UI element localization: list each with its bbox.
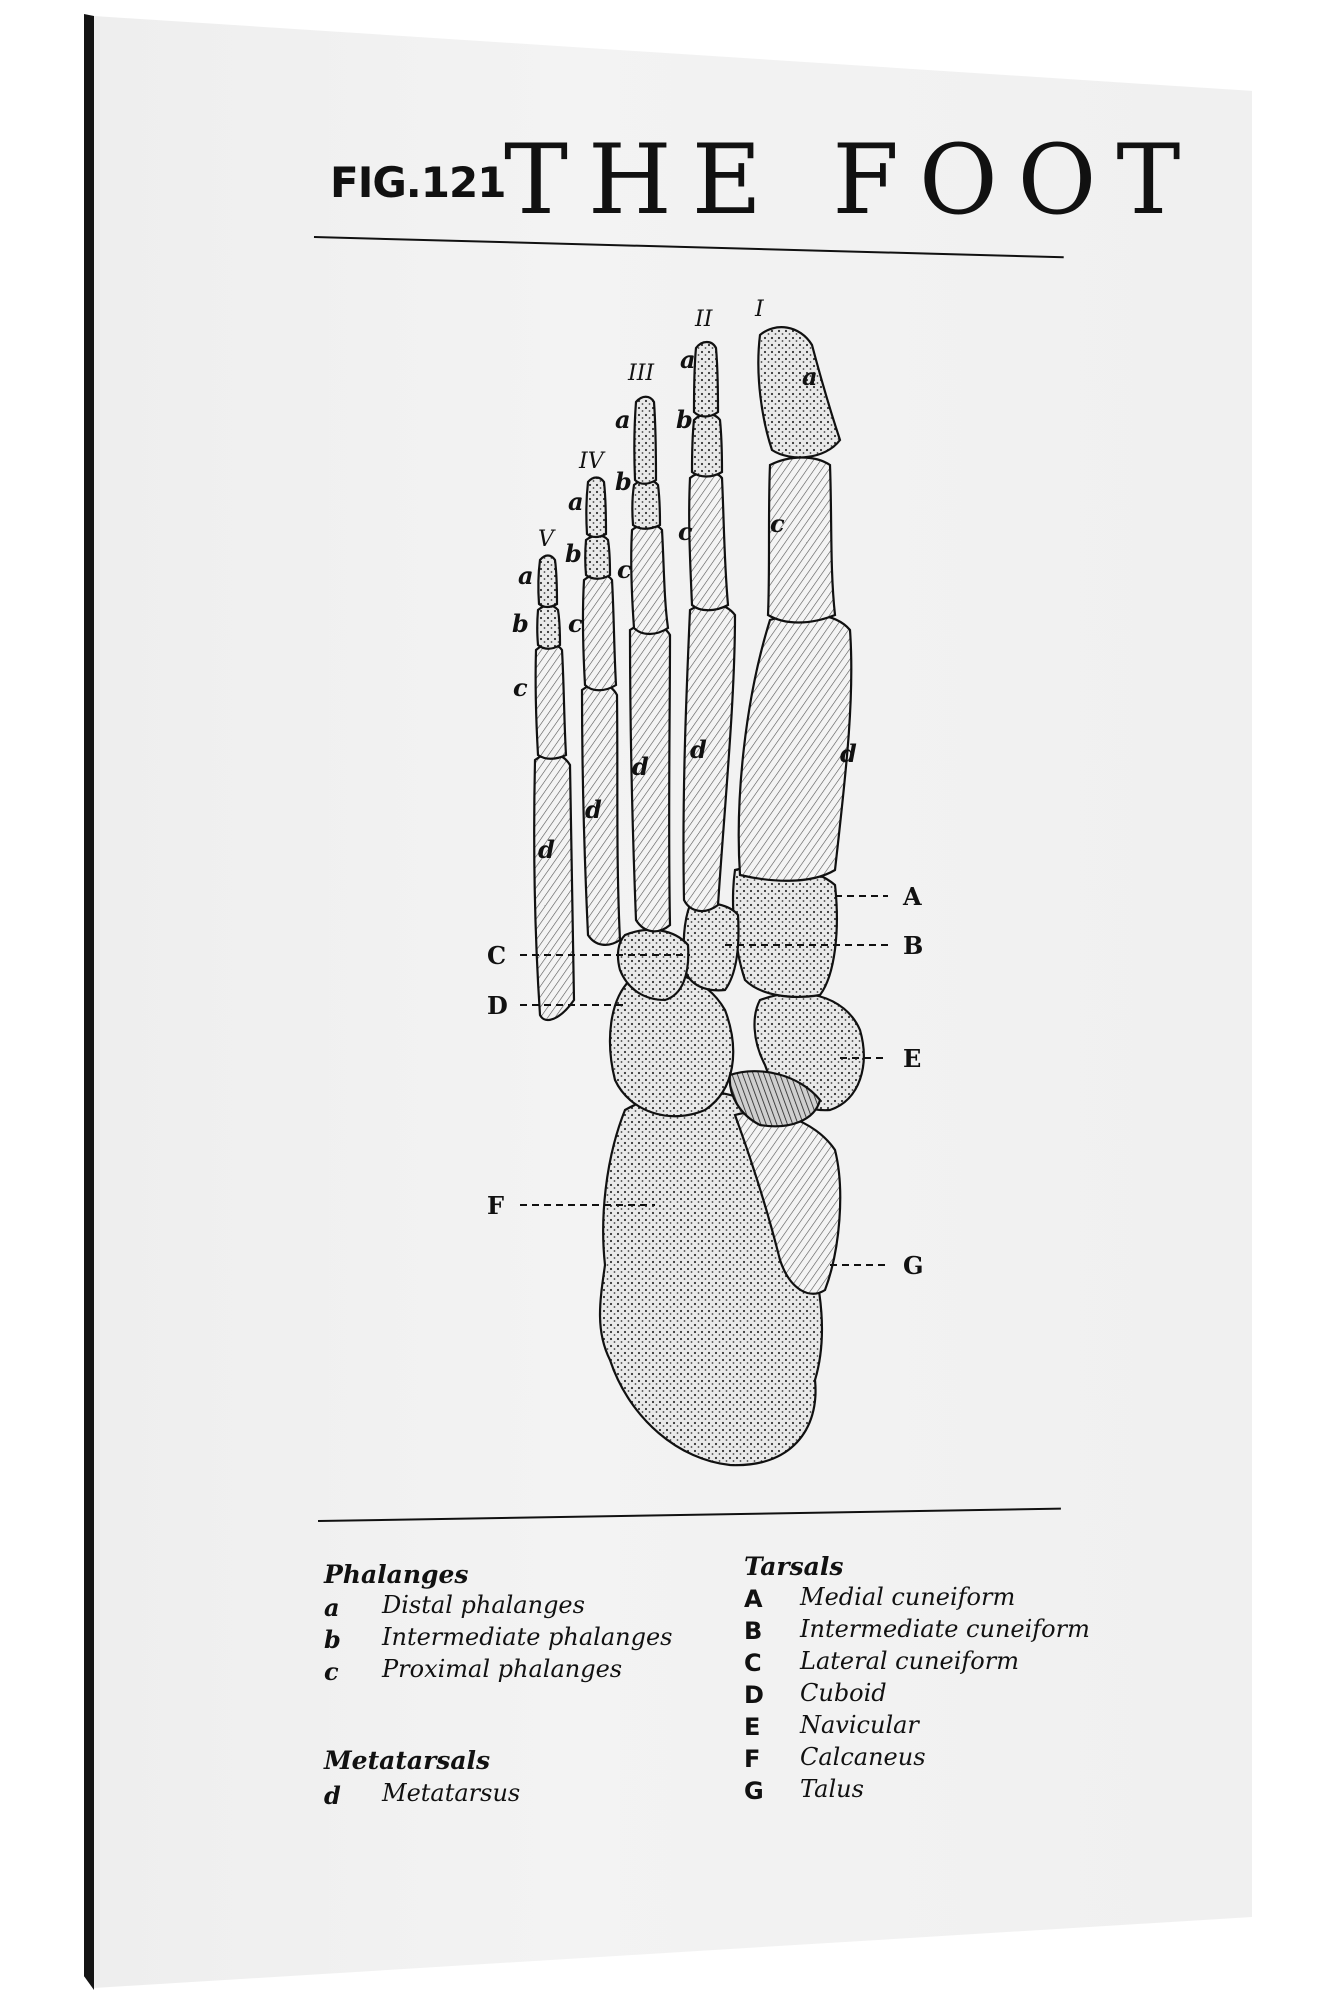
toe-label-c: c — [513, 673, 528, 702]
legend-key: d — [324, 1781, 341, 1810]
toe-label-b: b — [676, 405, 693, 434]
distal-phalanx-1 — [758, 327, 840, 457]
toe-label-d: d — [632, 752, 649, 781]
legend-key: E — [744, 1713, 761, 1741]
tarsal-label-E: E — [903, 1044, 922, 1073]
toe-numeral-IV: IV — [579, 449, 604, 474]
legend-label: Intermediate phalanges — [382, 1623, 673, 1651]
legend-key: a — [324, 1593, 340, 1622]
tarsal-label-G: G — [903, 1251, 924, 1280]
legend-label: Distal phalanges — [382, 1591, 585, 1619]
toe-label-b: b — [565, 539, 582, 568]
toe-label-d: d — [690, 735, 707, 764]
legend-key: b — [324, 1625, 341, 1654]
legend-label: Navicular — [800, 1711, 919, 1739]
toe-numeral-III: III — [628, 361, 655, 386]
toe-label-d: d — [840, 739, 857, 768]
distal-phalanx-4 — [586, 478, 606, 538]
distal-phalanx-5 — [538, 556, 557, 608]
distal-phalanx-3 — [634, 397, 656, 484]
tarsal-label-D: D — [487, 991, 508, 1020]
tarsal-label-F: F — [487, 1191, 505, 1220]
legend-label: Calcaneus — [800, 1743, 926, 1771]
legend-label: Talus — [800, 1775, 864, 1803]
toe-label-b: b — [512, 609, 529, 638]
legend-key: D — [744, 1681, 764, 1709]
intermediate-cuneiform-bone — [684, 903, 739, 990]
medial-cuneiform-bone — [733, 866, 837, 997]
proximal-phalanx-2 — [689, 472, 728, 610]
distal-phalanx-2 — [694, 342, 718, 417]
intermediate-phalanx-4 — [585, 536, 610, 579]
toe-label-c: c — [617, 555, 632, 584]
toe-label-b: b — [615, 467, 632, 496]
proximal-phalanx-1 — [768, 458, 835, 623]
toe-label-a: a — [568, 487, 584, 516]
toe-label-c: c — [568, 609, 583, 638]
tarsal-label-A: A — [903, 882, 922, 911]
proximal-phalanx-4 — [583, 574, 616, 690]
legend-key: A — [744, 1585, 763, 1613]
toe-label-c: c — [770, 509, 785, 538]
bone-drawing — [534, 327, 864, 1465]
metatarsal-1 — [739, 614, 852, 881]
legend-heading-metatarsals: Metatarsals — [324, 1746, 491, 1775]
toe-numeral-I: I — [755, 297, 764, 322]
legend-label: Intermediate cuneiform — [800, 1615, 1090, 1643]
legend-label: Medial cuneiform — [800, 1583, 1016, 1611]
legend-key: F — [744, 1745, 761, 1773]
toe-label-a: a — [518, 561, 534, 590]
legend-label: Proximal phalanges — [382, 1655, 623, 1683]
legend-key: C — [744, 1649, 762, 1677]
toe-label-d: d — [585, 795, 602, 824]
figure-number: FIG.121 — [330, 158, 506, 207]
legend-heading-phalanges: Phalanges — [324, 1560, 469, 1589]
toe-label-a: a — [680, 345, 696, 374]
legend-key: c — [324, 1657, 339, 1686]
toe-label-a: a — [802, 362, 818, 391]
toe-numeral-II: II — [695, 307, 713, 332]
intermediate-phalanx-3 — [632, 480, 660, 529]
legend-label: Lateral cuneiform — [800, 1647, 1019, 1675]
toe-label-d: d — [538, 835, 555, 864]
toe-label-a: a — [615, 405, 631, 434]
toe-numeral-V: V — [538, 527, 554, 552]
intermediate-phalanx-5 — [537, 606, 560, 649]
toe-label-c: c — [678, 517, 693, 546]
legend-key: G — [744, 1777, 764, 1805]
tarsal-label-B: B — [903, 931, 924, 960]
metatarsal-5 — [534, 754, 574, 1020]
proximal-phalanx-3 — [631, 524, 668, 634]
poster-title: THE FOOT — [504, 124, 1201, 236]
legend-label: Cuboid — [800, 1679, 887, 1707]
legend-label: Metatarsus — [382, 1779, 521, 1807]
legend-key: B — [744, 1617, 763, 1645]
tarsal-label-C: C — [487, 941, 507, 970]
intermediate-phalanx-2 — [692, 414, 722, 477]
legend-heading-tarsals: Tarsals — [744, 1552, 844, 1581]
proximal-phalanx-5 — [536, 644, 566, 759]
